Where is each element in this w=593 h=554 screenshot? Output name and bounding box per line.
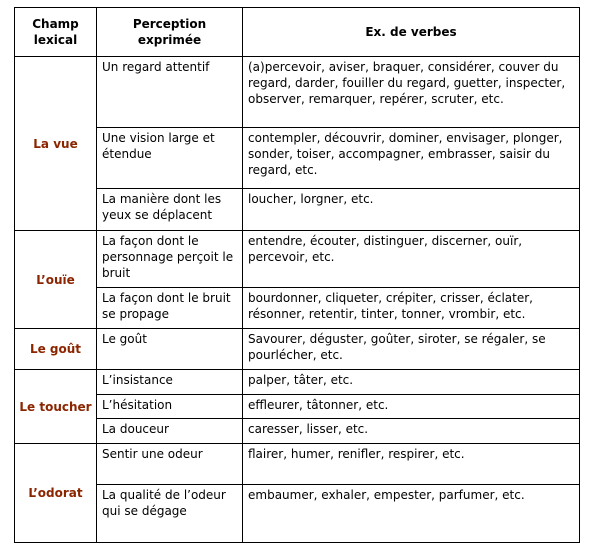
table-header-row [15,8,580,57]
verbs-cell: (a)percevoir, aviser, braquer, considérer, couver du regard, darder, fouiller du regard, guetter, inspecter, observer, remarquer, repérer, scruter, etc. [243,57,580,128]
verbs-cell: flairer, humer, renifler, respirer, etc. [243,444,580,485]
perception-cell: L’hésitation [97,395,243,419]
verbs-cell: contempler, découvrir, dominer, envisager, plonger, sonder, toiser, accompagner, embrasser, saisir du regard, etc. [243,128,580,189]
table-row [15,128,580,189]
perception-cell: La qualité de l’odeur qui se dégage [97,485,243,543]
verbs-cell: Savourer, déguster, goûter, siroter, se régaler, se pourlécher, etc. [243,329,580,370]
lexical-fields-table [14,7,580,543]
table-row [15,395,580,419]
perception-cell: La douceur [97,419,243,444]
perception-cell: La façon dont le personnage perçoit le bruit [97,231,243,288]
table-row [15,231,580,288]
verbs-cell: entendre, écouter, distinguer, discerner, ouïr, percevoir, etc. [243,231,580,288]
perception-cell: Le goût [97,329,243,370]
verbs-cell: bourdonner, cliqueter, crépiter, crisser, éclater, résonner, retentir, tinter, tonner, vrombir, etc. [243,288,580,329]
field-l-ouie: L’ouïe [15,231,97,329]
header-champ-lexical: Champ lexical [15,8,97,57]
verbs-cell: loucher, lorgner, etc. [243,189,580,231]
header-verbes: Ex. de verbes [243,8,580,57]
table-row [15,288,580,329]
verbs-cell: caresser, lisser, etc. [243,419,580,444]
perception-cell: Sentir une odeur [97,444,243,485]
verbs-cell: embaumer, exhaler, empester, parfumer, etc. [243,485,580,543]
table-row [15,485,580,543]
field-le-gout: Le goût [15,329,97,370]
field-le-toucher: Le toucher [15,370,97,444]
field-la-vue: La vue [15,57,97,231]
verbs-cell: palper, tâter, etc. [243,370,580,395]
table-row [15,370,580,395]
table-row [15,189,580,231]
verbs-cell: effleurer, tâtonner, etc. [243,395,580,419]
perception-cell: Une vision large et étendue [97,128,243,189]
table-row [15,419,580,444]
perception-cell: La manière dont les yeux se déplacent [97,189,243,231]
header-perception: Perception exprimée [97,8,243,57]
field-l-odorat: L’odorat [15,444,97,543]
table-row [15,444,580,485]
perception-cell: Un regard attentif [97,57,243,128]
perception-cell: L’insistance [97,370,243,395]
table-row [15,57,580,128]
perception-cell: La façon dont le bruit se propage [97,288,243,329]
table-row [15,329,580,370]
